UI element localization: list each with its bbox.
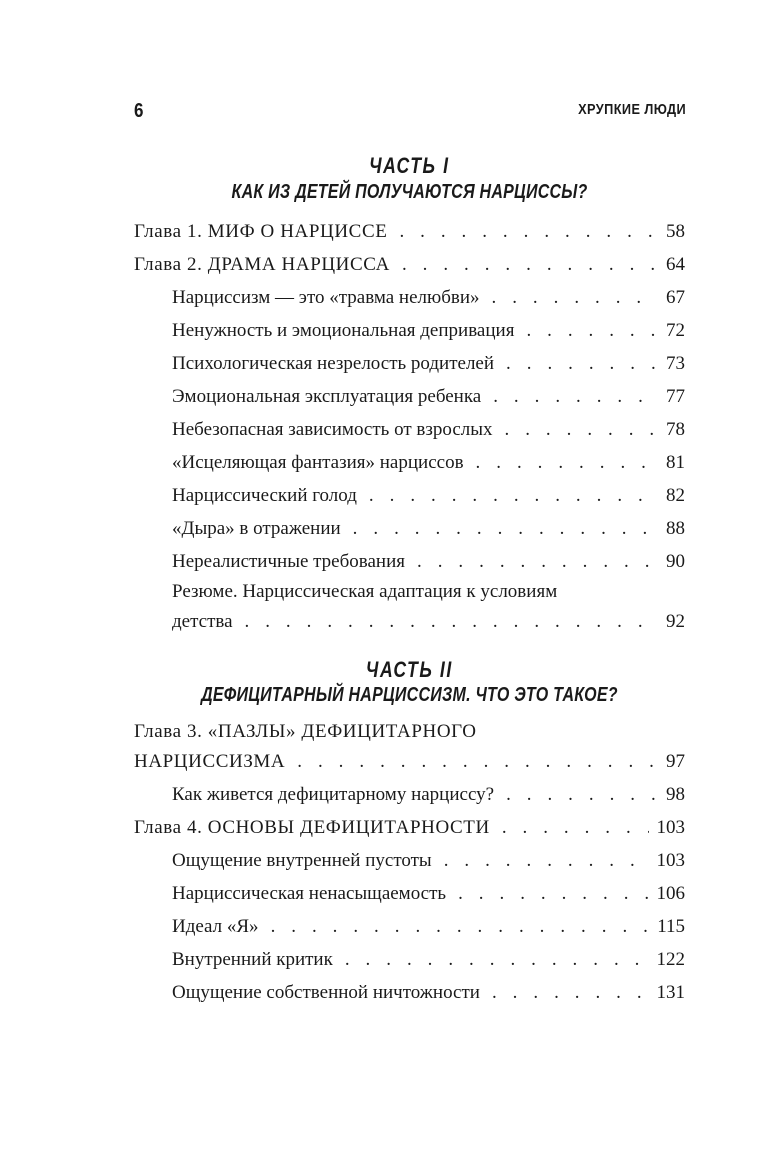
part-label: ЧАСТЬ II: [365, 656, 454, 682]
toc-entry-section[interactable]: [134, 778, 685, 811]
dot-leader: [444, 844, 649, 877]
entry-page: 58: [666, 220, 685, 242]
toc-entry-section[interactable]: [134, 479, 685, 512]
dot-leader: [492, 281, 658, 314]
entry-page: 82: [666, 484, 685, 506]
entry-page: 115: [657, 916, 685, 937]
running-head: ХРУПКИЕ ЛЮДИ: [577, 101, 686, 118]
dot-leader: [399, 215, 658, 248]
entry-title: Глава 2. ДРАМА НАРЦИССА: [134, 253, 390, 275]
entry-title: Небезопасная зависимость от взрослых: [172, 418, 493, 440]
dot-leader: [505, 413, 658, 446]
entry-page: 106: [656, 883, 685, 904]
entry-page: 90: [666, 550, 685, 572]
entry-page: 98: [666, 784, 685, 805]
dot-leader: [458, 877, 648, 910]
toc-entry-chapter[interactable]: [134, 811, 685, 844]
toc-entry-section[interactable]: [134, 347, 685, 380]
toc-entry-section[interactable]: [134, 545, 685, 578]
toc-entry-section[interactable]: [134, 380, 685, 413]
toc-entry-chapter-line2[interactable]: [134, 745, 685, 778]
entry-page: 97: [666, 751, 685, 772]
toc-entry-section[interactable]: [134, 943, 685, 976]
entry-title: Внутренний критик: [172, 949, 333, 970]
entry-page: 72: [666, 319, 685, 341]
entry-title: Ненужность и эмоциональная депривация: [172, 319, 515, 341]
entry-title: Нереалистичные требования: [172, 550, 406, 572]
entry-title: Нарциссическая ненасыщаемость: [172, 883, 447, 904]
dot-leader: [506, 347, 658, 380]
entry-title: Идеал «Я»: [172, 916, 259, 937]
entry-page: 88: [666, 517, 685, 539]
toc-entry-section-line2[interactable]: [134, 605, 685, 638]
dot-leader: [345, 943, 649, 976]
entry-title: Глава 3. «ПАЗЛЫ» ДЕФИЦИТАРНОГО: [134, 721, 477, 742]
toc-entry-chapter[interactable]: [134, 215, 685, 248]
dot-leader: [353, 512, 658, 545]
dot-leader: [526, 314, 658, 347]
toc-entry-section[interactable]: [134, 314, 685, 347]
toc-entry-chapter[interactable]: [134, 248, 685, 281]
entry-page: 64: [666, 253, 685, 275]
toc-entry-section[interactable]: [134, 910, 685, 943]
entry-page: 103: [656, 817, 685, 838]
entry-title: «Дыра» в отражении: [172, 517, 341, 539]
toc-entry-section[interactable]: [134, 877, 685, 910]
part-title: КАК ИЗ ДЕТЕЙ ПОЛУЧАЮТСЯ НАРЦИССЫ?: [231, 180, 588, 203]
entry-page: 131: [656, 982, 685, 1003]
entry-page: 103: [656, 850, 685, 871]
toc-entry-section[interactable]: [134, 446, 685, 479]
entry-title: Ощущение собственной ничтожности: [172, 982, 480, 1003]
entry-title: Эмоциональная эксплуатация ребенка: [172, 385, 482, 407]
part-heading: [134, 656, 685, 709]
part-heading: [134, 152, 685, 205]
dot-leader: [271, 910, 650, 943]
toc-entry-section[interactable]: [134, 976, 685, 1009]
dot-leader: [245, 605, 658, 638]
toc-entry-section-line1[interactable]: [134, 578, 685, 605]
entry-title: Нарциссический голод: [172, 484, 357, 506]
entry-page: 92: [666, 610, 685, 632]
dot-leader: [493, 380, 658, 413]
part-title: ДЕФИЦИТАРНЫЙ НАРЦИССИЗМ. ЧТО ЭТО ТАКОЕ?: [201, 684, 618, 706]
table-of-contents: [134, 152, 685, 1009]
entry-title: Глава 4. ОСНОВЫ ДЕФИЦИТАРНОСТИ: [134, 817, 490, 838]
entry-title-continued: НАРЦИССИЗМА: [134, 751, 286, 772]
entry-page: 78: [666, 418, 685, 440]
entry-page: 77: [666, 385, 685, 407]
dot-leader: [402, 248, 658, 281]
toc-entry-section[interactable]: [134, 281, 685, 314]
dot-leader: [506, 778, 658, 811]
entry-title: Глава 1. МИФ О НАРЦИССЕ: [134, 220, 388, 242]
dot-leader: [502, 811, 649, 844]
toc-entry-section[interactable]: [134, 844, 685, 877]
entry-title: Ощущение внутренней пустоты: [172, 850, 432, 871]
page-number: 6: [134, 100, 144, 122]
entry-page: 67: [666, 286, 685, 308]
dot-leader: [297, 745, 658, 778]
part-label: ЧАСТЬ I: [369, 153, 450, 178]
toc-entry-section[interactable]: [134, 512, 685, 545]
entry-page: 81: [666, 451, 685, 473]
toc-entry-chapter-line1[interactable]: [134, 718, 685, 745]
dot-leader: [492, 976, 649, 1009]
dot-leader: [369, 479, 658, 512]
entry-page: 73: [666, 352, 685, 374]
entry-title: Нарциссизм — это «травма нелюбви»: [172, 286, 480, 308]
entry-title: «Исцеляющая фантазия» нарциссов: [172, 451, 464, 473]
toc-entry-section[interactable]: [134, 413, 685, 446]
dot-leader: [417, 545, 658, 578]
entry-title: Резюме. Нарциссическая адаптация к условиям: [172, 580, 558, 602]
entry-title-continued: детства: [172, 610, 233, 632]
entry-title: Психологическая незрелость родителей: [172, 352, 495, 374]
entry-title: Как живется дефицитарному нарциссу?: [172, 784, 495, 805]
entry-page: 122: [656, 949, 685, 970]
dot-leader: [476, 446, 658, 479]
